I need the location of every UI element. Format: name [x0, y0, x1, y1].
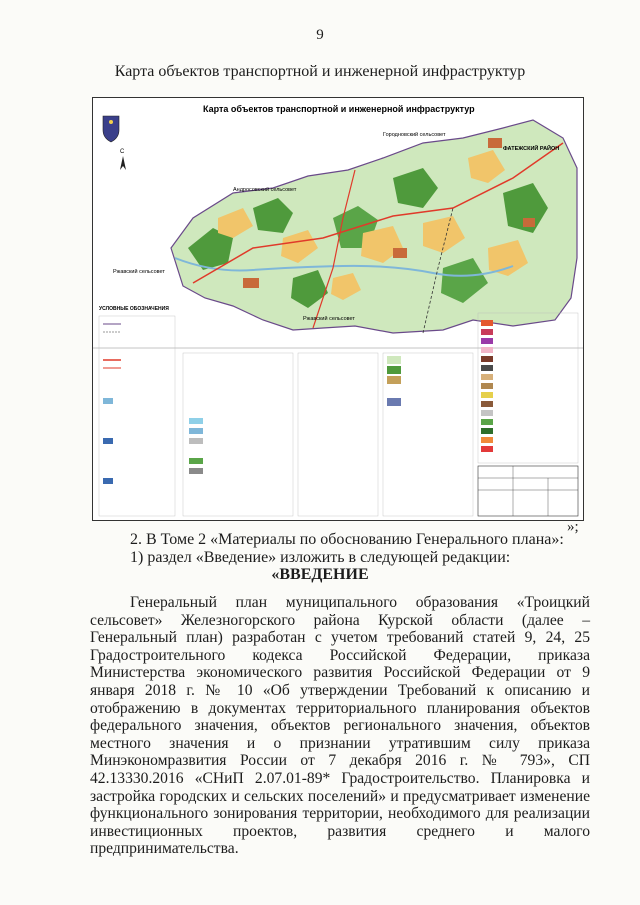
compass-icon — [120, 149, 126, 170]
item-1: 1) раздел «Введение» изложить в следующей редакции: — [130, 549, 511, 566]
label-gorodnovsky: Городновский сельсовет — [383, 132, 446, 138]
map-figure — [92, 97, 584, 521]
legend-title: УСЛОВНЫЕ ОБОЗНАЧЕНИЯ — [99, 306, 169, 312]
legend-left-column — [99, 316, 175, 516]
section-heading: «ВВЕДЕНИЕ — [271, 566, 369, 583]
title-block — [478, 466, 578, 516]
item-2: 2. В Томе 2 «Материалы по обоснованию Генерального плана»: — [130, 531, 564, 548]
svg-text:С: С — [120, 149, 125, 155]
legend-zones-column — [478, 313, 578, 463]
map-title: Карта объектов транспортной и инженерной инфраструктур — [203, 104, 475, 114]
label-rzhavsky-left: Ржавский сельсовет — [113, 269, 165, 275]
body-paragraph: Генеральный план муниципального образования «Троицкий сельсовет» Железногорского района Курской области (далее – Генеральный план) разработан с учетом требований статей 9, 24, 25 Градостроительного кодекса Российской Федерации, приказа Министерства экономического развития Российской Федерации от 9 января 2018 г. № 10 «Об утверждении Требований к описанию и отображению в документах территориального планирования объектов федерального значения, объектов регионального значения, объектов местного значения и о признании утратившим силу приказа Минэкономразвития России от 7 декабря 2016 г. № 793», СП 42.13330.2016 «СНиП 2.07.01-89* Градостроительство. Планировка и застройка городских и сельских поселений» и предусматривает изменение функционального зонирования территории, необходимого для реализации инвестиционных проектов, развития среднего и малого предпринимательства. — [90, 594, 590, 858]
territorial-map — [93, 98, 583, 520]
map-caption: Карта объектов транспортной и инженерной инфраструктур — [114, 63, 526, 80]
quote-close: »; — [567, 519, 579, 535]
label-andreevsky: Андросовский сельсовет — [233, 187, 297, 193]
page-number: 9 — [316, 27, 324, 43]
legend-right-column — [298, 353, 473, 516]
label-fatezhsky: ФАТЕЖСКИЙ РАЙОН — [503, 146, 560, 152]
legend-middle-column — [183, 353, 293, 516]
coat-of-arms-icon — [103, 116, 119, 142]
label-rzhavsky-bottom: Ржавский сельсовет — [303, 316, 355, 322]
